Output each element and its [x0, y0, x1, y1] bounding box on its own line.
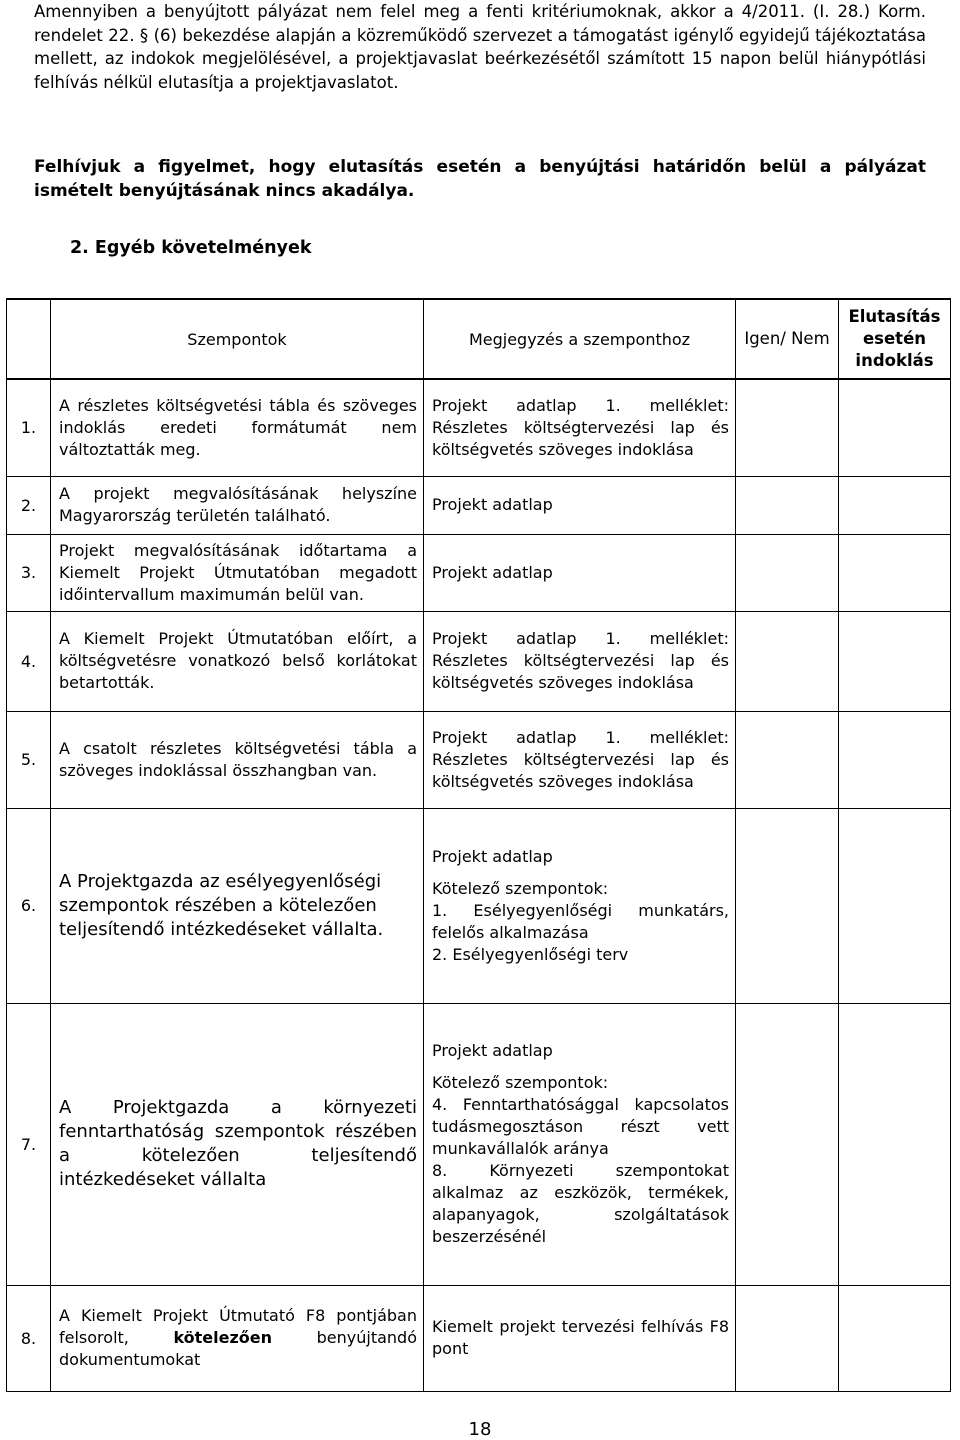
note-text: Projekt adatlap 1. melléklet: Részletes költségtervezési lap és költségvetés szöveges indoklása — [432, 395, 729, 459]
criterion-cell — [51, 808, 424, 1003]
yes-no-header: Igen/ Nem — [736, 299, 839, 379]
criterion-cell — [51, 476, 424, 534]
criteria-header: Szempontok — [51, 299, 424, 379]
table-row — [7, 379, 951, 476]
section-heading: 2. Egyéb követelmények — [70, 238, 312, 258]
row-number: 3. — [7, 534, 51, 611]
criterion-cell — [51, 534, 424, 611]
page-number: 18 — [468, 1419, 492, 1440]
note-cell — [424, 808, 736, 1003]
note-cell — [424, 711, 736, 808]
table-header-row — [7, 299, 951, 379]
note-line: 8. Környezeti szempontokat alkalmaz az eszközök, termékek, alapanyagok, szolgáltatások beszerzésénél — [432, 1161, 729, 1246]
note-cell — [424, 534, 736, 611]
yes-no-cell[interactable] — [736, 711, 839, 808]
yes-no-cell[interactable] — [736, 476, 839, 534]
row-number: 4. — [7, 611, 51, 711]
criterion-text-part: A Kiemelt Projekt Útmutató F8 pontjában felsorolt, — [59, 1306, 417, 1347]
note-line: Projekt adatlap — [432, 1041, 553, 1060]
criterion-emphasis: kötelezően — [173, 1328, 273, 1347]
note-cell — [424, 1003, 736, 1285]
rejection-cell[interactable] — [839, 808, 951, 1003]
blank-header-cell — [7, 299, 51, 379]
row-number: 1. — [7, 379, 51, 476]
criterion-text: A Kiemelt Projekt Útmutatóban előírt, a költségvetésre vonatkozó belső korlátokat betartották. — [59, 629, 417, 692]
note-line: 2. Esélyegyenlőségi terv — [432, 944, 629, 964]
note-text: Projekt adatlap 1. melléklet: Részletes költségtervezési lap és költségvetés szöveges indoklása — [432, 629, 729, 692]
rejection-cell[interactable] — [839, 1285, 951, 1391]
criterion-cell — [51, 1003, 424, 1285]
rejection-cell[interactable] — [839, 476, 951, 534]
yes-no-cell[interactable] — [736, 1003, 839, 1285]
table-row — [7, 711, 951, 808]
table-row — [7, 808, 951, 1003]
rejection-cell[interactable] — [839, 1003, 951, 1285]
table-row — [7, 534, 951, 611]
note-text: Kiemelt projekt tervezési felhívás F8 pont — [432, 1317, 729, 1358]
row-number: 5. — [7, 711, 51, 808]
table-row — [7, 1285, 951, 1391]
criterion-cell — [51, 379, 424, 476]
intro-paragraph: Amennyiben a benyújtott pályázat nem felel meg a fenti kritériumoknak, akkor a 4/2011. (I. 28.) Korm. rendelet 22. § (6) bekezdése alapján a közreműködő szervezet a támogatást igénylő egyidejű tájékoztatása mellett, az indokok megjelölésével, a projektjavaslat beérkezésétől számított 15 napon belül hiánypótlási felhívás nélkül elutasítja a projektjavaslatot. — [34, 2, 926, 92]
criterion-text: A csatolt részletes költségvetési tábla a szöveges indoklással összhangban van. — [59, 738, 417, 780]
rejection-cell[interactable] — [839, 534, 951, 611]
rejection-cell[interactable] — [839, 379, 951, 476]
row-number: 2. — [7, 476, 51, 534]
note-line: Kötelező szempontok: — [432, 1073, 609, 1092]
requirements-table — [6, 298, 951, 1392]
yes-no-cell[interactable] — [736, 1285, 839, 1391]
yes-no-cell[interactable] — [736, 534, 839, 611]
table-row — [7, 476, 951, 534]
table-row — [7, 1003, 951, 1285]
row-number: 7. — [7, 1003, 51, 1285]
note-cell — [424, 611, 736, 711]
note-cell — [424, 1285, 736, 1391]
criterion-text: Projekt megvalósításának időtartama a Kiemelt Projekt Útmutatóban megadott időintervallum maximumán belül van. — [59, 540, 417, 604]
note-line: Projekt adatlap — [432, 846, 553, 866]
note-text: Projekt adatlap — [432, 562, 553, 582]
note-text: Projekt adatlap 1. melléklet: Részletes költségtervezési lap és költségvetés szöveges indoklása — [432, 727, 729, 791]
row-number: 6. — [7, 808, 51, 1003]
note-header: Megjegyzés a szemponthoz — [424, 299, 736, 379]
criterion-text: A Projektgazda az esélyegyenlőségi szempontok részében a kötelezően teljesítendő intézkedéseket vállalta. — [59, 870, 384, 940]
criterion-cell — [51, 611, 424, 711]
criterion-cell — [51, 1285, 424, 1391]
note-cell — [424, 379, 736, 476]
row-number: 8. — [7, 1285, 51, 1391]
rejection-header: Elutasítás esetén indoklás — [839, 299, 951, 379]
rejection-cell[interactable] — [839, 611, 951, 711]
note-line: 4. Fenntarthatósággal kapcsolatos tudásmegosztáson részt vett munkavállalók aránya — [432, 1095, 729, 1158]
table-row — [7, 611, 951, 711]
note-cell — [424, 476, 736, 534]
note-line: Kötelező szempontok: — [432, 878, 609, 898]
yes-no-cell[interactable] — [736, 611, 839, 711]
note-text: Projekt adatlap — [432, 495, 553, 514]
criterion-text — [59, 1305, 417, 1371]
criterion-text: A részletes költségvetési tábla és szöveges indoklás eredeti formátumát nem változtatták meg. — [59, 395, 417, 459]
notice-paragraph: Felhívjuk a figyelmet, hogy elutasítás esetén a benyújtási határidőn belül a pályázat ismételt benyújtásának nincs akadálya. — [34, 157, 926, 201]
criterion-text: A Projektgazda a környezeti fenntarthatóság szempontok részében a kötelezően teljesítendő intézkedéseket vállalta — [59, 1097, 417, 1190]
criterion-text: A projekt megvalósításának helyszíne Magyarország területén található. — [59, 484, 417, 525]
yes-no-cell[interactable] — [736, 379, 839, 476]
criterion-text-part: benyújtandó dokumentumokat — [59, 1328, 417, 1369]
criterion-cell — [51, 711, 424, 808]
rejection-cell[interactable] — [839, 711, 951, 808]
note-line: 1. Esélyegyenlőségi munkatárs, felelős alkalmazása — [432, 900, 729, 942]
yes-no-cell[interactable] — [736, 808, 839, 1003]
